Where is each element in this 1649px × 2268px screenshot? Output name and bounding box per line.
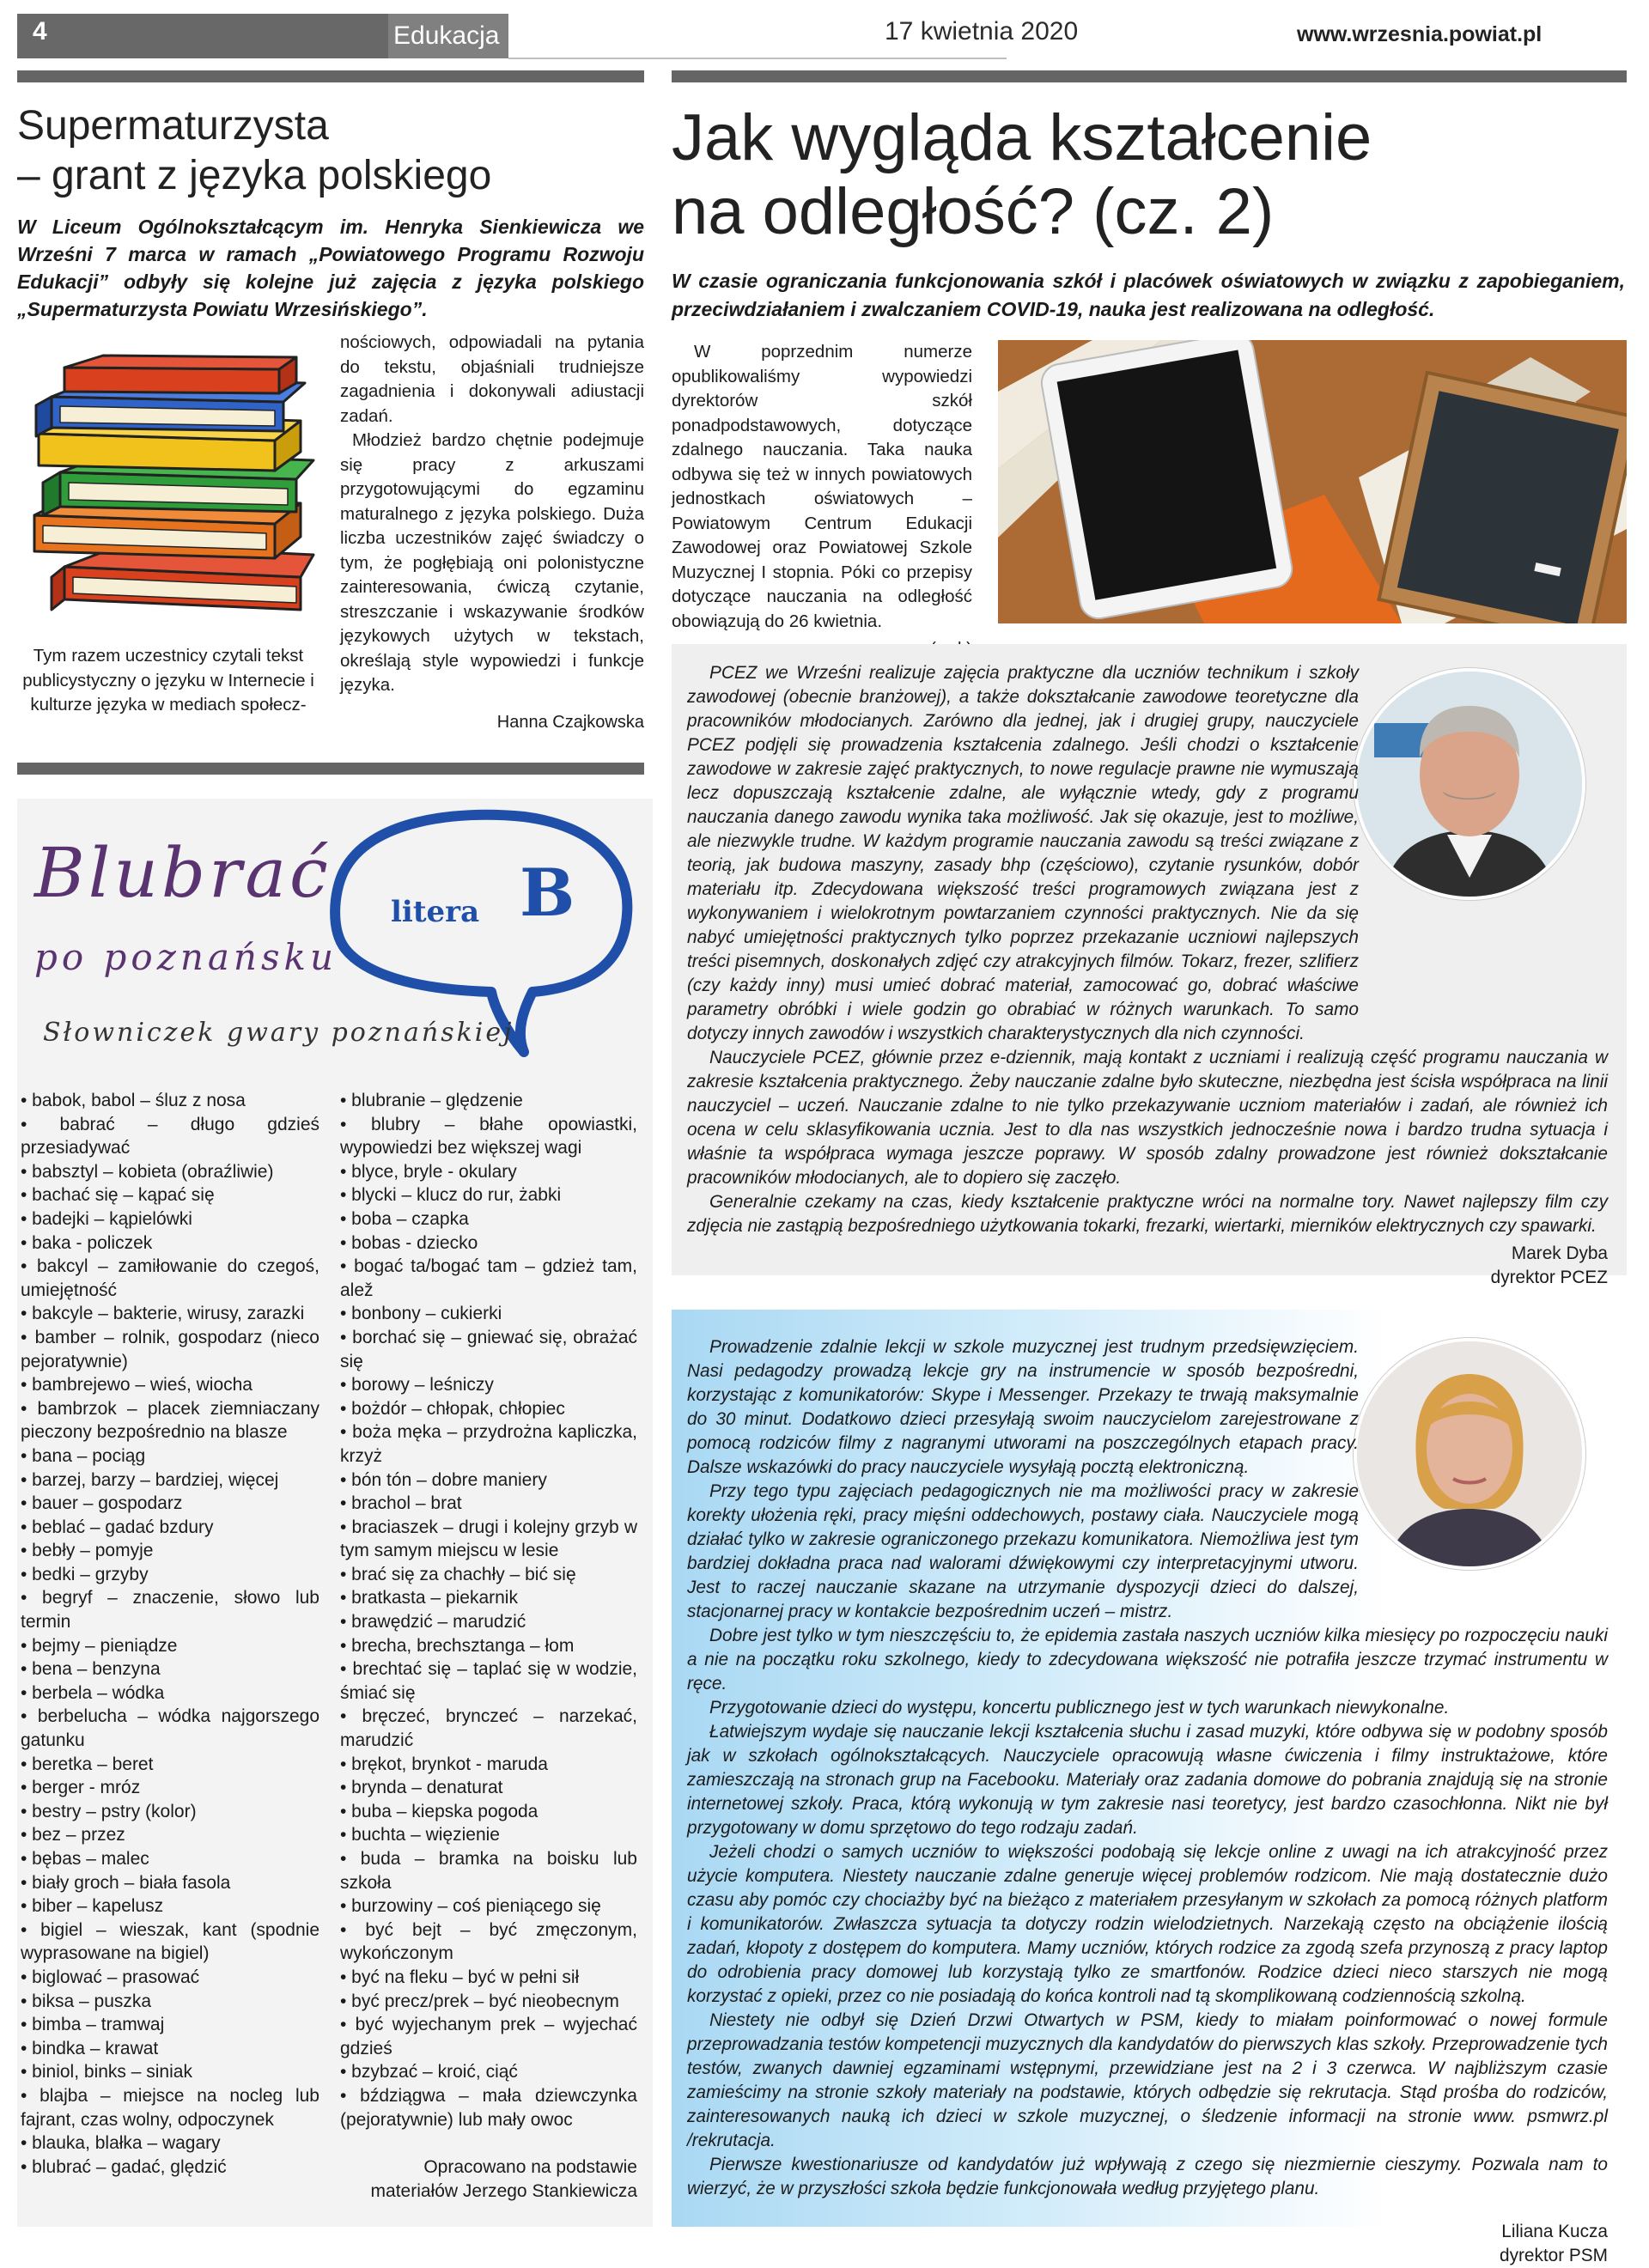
left-title-line2: – grant z języka polskiego [17, 153, 492, 198]
dictionary-entry: • buda – bramka na boisku lub szkoła [340, 1849, 637, 1893]
left-section-rule [17, 70, 644, 82]
section-label [393, 14, 508, 58]
dictionary-entry: • badejki – kąpielówki [21, 1208, 192, 1229]
psm-sign-role: dyrektor PSM [1500, 2246, 1608, 2265]
psm-par6: Jeżeli chodzi o samych uczniów to większości podobają się lekcje online z uwagi na ich atrakcyjność przez użycie komputera. Niestety nauczanie zdalne generuje więcej problemów rodzicom. Nie mają dostatecznie dużo czasu aby pomóc czy chociażby być na bieżąco z materiałem przesyłanym w szkołach za pomocą różnych platform i komunikatorów. Zwłaszcza sytuacja ta dotyczy rodzin wielodzietnych. Narzekają często na obciążenie ilością zadań, kłopoty z dostępem do komputera. Mamy uczniów, których rodzice za zgodą szefa przynoszą z pracy laptop do odrobienia pracy domowej lub korzystają tylko ze smartfonów. Rodzice dzieci nieco starszych nie mogą korzystać z opieki, przez co nie posiadają do końca kontroli nad tą skomplikowaną codziennością szkolną. [687, 1842, 1608, 2006]
left-article-title [17, 101, 653, 201]
dictionary-entry: • berger - mróz [21, 1778, 141, 1798]
right-article-title [672, 101, 1616, 249]
pcez-par3: Generalnie czekamy na czas, kiedy kształcenie praktyczne wróci na normalne tory. Nawet najlepszy film czy zdjęcia nie zastąpią bezpośredniego użytkowania tokarki, frezarki, wiertarki, mierników elektrycznych czy spawarki. [687, 1192, 1608, 1236]
dictionary-entry: • być precz/prek – być nieobecnym [340, 1991, 619, 2011]
dictionary-entry: • być wyjechanym prek – wyjechać gdzieś [340, 2015, 637, 2058]
dictionary-entry: • być na fleku – być w pełni sił [340, 1967, 580, 1987]
dictionary-entry: • berbelucha – wódka najgorszego gatunku [21, 1706, 319, 1751]
dictionary-entry: • bauer – gospodarz [21, 1493, 183, 1514]
psm-par5: Łatwiejszym wydaje się nauczanie lekcji kształcenia słuchu i zasad muzyki, które odbywa się w podobny sposób jak w szkołach ogólnokształcących. Nauczyciele opracowują własne ćwiczenia i filmy instruktażowe, które zamieszczają na stronach grup na Facebooku. Materiały oraz zadania domowe do pobrania znajdują się na stronie internetowej szkoły. Praca, którą wykonują w tym zakresie nasi teoretycy, jest bardzo czasochłonna. Nikt nie był przygotowany w domu sprzętowo do tego rodzaju zadań. [687, 1722, 1608, 1838]
dictionary-entry: • bręczeć, brynczeć – narzekać, marudzić [340, 1706, 637, 1751]
dictionary-entry: • baka - policzek [21, 1232, 153, 1253]
dictionary-entry: • być bejt – być zmęczonym, wykończonym [340, 1919, 637, 1964]
dictionary-entry: • bakcyl – zamiłowanie do czegoś, umiejętność [21, 1256, 319, 1300]
dictionary-entry: • bestry – pstry (kolor) [21, 1801, 197, 1821]
dictionary-entry: • blubranie – ględzenie [340, 1091, 523, 1110]
psm-par3: Dobre jest tylko w tym nieszczęściu to, że epidemia zastała naszych uczniów kilka miesięcy po rozpoczęciu nauki a nie na początku roku szkolnego, kiedy to zdecydowana większość nie potrafiła jeszcze trzymać instrumentu w ręce. [687, 1626, 1608, 1693]
dictionary-entry: • blubrać – gadać, ględzić [21, 2156, 227, 2177]
dictionary-entry: • brękot, brynkot - maruda [340, 1754, 548, 1774]
dictionary-entry: • brachol – brat [340, 1493, 462, 1514]
right-title-line1: Jak wygląda kształcenie [672, 101, 1372, 174]
dictionary-entry: • blubry – błahe opowiastki, wypowiedzi bez większej wagi [340, 1114, 637, 1158]
psm-par8: Pierwsze kwestionariusze od kandydatów już wpływają z czego się niezmiernie cieszymy. Pozwala nam to wierzyć, że w przyszłości szkoła będzie funkcjonowała według przyjętego planu. [687, 2155, 1608, 2198]
dictionary-entry: • biber – kapelusz [21, 1896, 164, 1917]
dictionary-entry: • brecha, brechsztanga – łom [340, 1635, 575, 1656]
dictionary-subtitle: Słowniczek gwary poznańskiej [43, 1018, 514, 1048]
dictionary-entry: • burzowiny – coś pieniącego się [340, 1896, 601, 1917]
source-line1: Opracowano na podstawie [423, 2157, 637, 2177]
dictionary-entry: • blyce, bryle - okulary [340, 1161, 517, 1182]
dictionary-entry: • bambrejewo – wieś, wiocha [21, 1375, 253, 1395]
dictionary-source [340, 2156, 637, 2204]
dictionary-entry: • bón tón – dobre maniery [340, 1469, 547, 1490]
dictionary-entry: • babrać – długo gdzieś przesiadywać [21, 1114, 319, 1158]
dictionary-entry: • bzybzać – kroić, ciąć [340, 2062, 518, 2083]
dictionary-entry: • babsztyl – kobieta (obraźliwie) [21, 1161, 274, 1182]
pcez-sign-role: dyrektor PCEZ [1490, 1268, 1608, 1287]
dictionary-entry: • brać się za chachły – bić się [340, 1564, 576, 1584]
bubble-word: litera [391, 895, 480, 929]
dictionary-entry: • babok, babol – śluz z nosa [21, 1091, 246, 1110]
dictionary-entry: • bachać się – kąpać się [21, 1185, 215, 1206]
left-article-col2 [340, 331, 644, 734]
dictionary-entry: • buba – kiepska pogoda [340, 1801, 539, 1821]
books-illustration [17, 352, 322, 635]
dictionary-title: Blubrać [34, 833, 332, 913]
left-article-author: Hanna Czajkowska [496, 712, 644, 732]
website-link[interactable]: www.wrzesnia.powiat.pl [1297, 22, 1543, 46]
dictionary-entry: • brechtać się – taplać się w wodzie, śmiać się [340, 1659, 637, 1703]
pcez-signature [687, 1242, 1608, 1290]
dictionary-entry: • boża męka – przydrożna kapliczka, krzyż [340, 1422, 637, 1466]
dictionary-entry: • bigiel – wieszak, kant (spodnie wyprasowane na bigiel) [21, 1919, 319, 1964]
dictionary-entry: • bimba – tramwaj [21, 2015, 165, 2035]
dictionary-entry: • bez – przez [21, 1825, 125, 1845]
dictionary-entry: • bębas – malec [21, 1849, 149, 1869]
dictionary-entry: • begryf – znaczenie, słowo lub termin [21, 1588, 319, 1633]
dictionary-entry: • bambrzok – placek ziemniaczany pieczony bezpośrednio na blasze [21, 1398, 319, 1443]
right-article-intro [672, 340, 972, 662]
dictionary-entry: • bożdór – chłopak, chłopiec [340, 1398, 565, 1419]
left-article-par1: nościowych, odpowiadali na pytania do tekstu, objaśniali trudniejsze zagadnienia i dokonywali adiustacji zadań. [340, 332, 644, 426]
issue-date: 17 kwietnia 2020 [885, 17, 1079, 46]
dictionary-entry: • bejmy – pieniądze [21, 1635, 178, 1656]
dictionary-entry: • bonbony – cukierki [340, 1304, 502, 1324]
dictionary-entry: • bobas - dziecko [340, 1232, 478, 1253]
dictionary-entry: • berbela – wódka [21, 1682, 165, 1703]
psm-par2: Przy tego typu zajęciach pedagogicznych nie ma możliwości pracy w zakresie korekty ułożenia ręki, pracy mięśni oddechowych, postawy ciała. Nauczyciele mogą działać tylko w zakresie ograniczonego przekazu komunikatora. Niemożliwa jest tym bardziej dokładna praca nad walorami dźwiękowymi czy interpretacyjnymi utworu. Jest to raczej nauczanie skazane na utrzymanie dyspozycji dzieci do dalszej, stacjonarnej pracy w kontakcie bezpośrednim uczeń – mistrz. [687, 1481, 1359, 1621]
dictionary-entry: • bindka – krawat [21, 2038, 159, 2058]
bubble-letter: B [520, 854, 575, 931]
page-number: 4 [33, 17, 47, 46]
left-article-col1: Tym razem uczestnicy czytali tekst publicystyczny o języku w Internecie i kulturze języka w mediach społecz- [22, 646, 314, 714]
dictionary-entry: • bamber – rolnik, gospodarz (nieco pejoratywnie) [21, 1327, 319, 1371]
dictionary-entry: • boba – czapka [340, 1208, 469, 1229]
dictionary-entry: • biksa – puszka [21, 1991, 152, 2011]
tablet-books-photo [998, 340, 1627, 623]
right-section-rule [672, 70, 1627, 82]
pcez-par2: Nauczyciele PCEZ, głównie przez e-dziennik, mają kontakt z uczniami i realizują część programu nauczania w zakresie kształcenia praktycznego. Żeby nauczanie zdalne było skuteczne, niezbędna jest ścisła współpraca na linii nauczyciel – uczeń. Nauczanie zdalne to nie tylko przekazywanie uczniom materiałów i zadań, ale również ich ocena w celu sklasyfikowania ucznia. Jest to dla nas wszystkich jednocześnie nowa i bardzo trudna sytuacja i właśnie ta współpraca wymaga jeszcze poprawy. W sposób zdalny prowadzone jest również dokształcanie pracowników młodocianych, ale to dopiero się zaczęło. [687, 1048, 1608, 1188]
dictionary-entry: • beretka – beret [21, 1754, 154, 1774]
psm-sign-name: Liliana Kucza [1501, 2222, 1608, 2241]
dictionary-entry: • biglować – prasować [21, 1967, 200, 1987]
right-article-lead: W czasie ograniczania funkcjonowania szkół i placówek oświatowych w związku z zapobieganiem, przeciwdziałaniem i zwalczaniem COVID-19, nauka jest realizowana na odległość. [672, 270, 1625, 320]
pcez-par1-text: PCEZ we Wrześni realizuje zajęcia praktyczne dla uczniów technikum i szkoły zawodowej (obecnie branżowej), a także dokształcanie zawodowe teoretyczne dla pracowników młodocianych. Zarówno dla jednej, jak i drugiej grupy, nauczyciele PCEZ podjęli się prowadzenia kształcenia zdalnego. Jeśli chodzi o kształcenie zawodowe w zakresie zajęć praktycznych, to nowe regulacje prawne nie wymuszają lecz dopuszczają kształcenie zdalne, ale wyłącznie wtedy, gdy z programu nauczania danego zawodu wynika taka możliwość. Jak się okazuje, jest to możliwe, ale niezwykle trudne. W każdym programie nauczania zawodu są treści związane z teorią, jak budowa maszyny, zasady bhp (częściowo), czytanie rysunków, dobór materiału itp. Zdecydowana większość treści programowych związana jest z wykonywaniem i wielokrotnym powtarzaniem czynności praktycznych. Nie da się nabyć umiejętności praktycznych tylko poprzez przekazanie uczniowi najlepszych treści pisemnych, doskonałych zdjęć czy atrakcyjnych filmów. Tokarz, frezer, szlifierz (czy każdy inny) musi umieć dobrać materiał, zamocować go, dobrać właściwe parametry obróbki i wiele godzin go obrabiać w różnych warunkach. To samo dotyczy innych zawodów i wszystkich charakterystycznych dla nich czynności. [687, 663, 1359, 1043]
dictionary-entry: • biały groch – biała fasola [21, 1872, 231, 1893]
psm-text [687, 1335, 1608, 2268]
source-line2: materiałów Jerzego Stankiewicza [370, 2181, 637, 2201]
dictionary-entry: • braciaszek – drugi i kolejny grzyb w tym samym miejscu w lesie [340, 1517, 637, 1561]
dictionary-entry: • brynda – denaturat [340, 1778, 503, 1798]
pcez-sign-name: Marek Dyba [1511, 1243, 1608, 1263]
dictionary-column-1 [21, 1089, 319, 2179]
intro-text: W poprzednim numerze opublikowaliśmy wypowiedzi dyrektorów szkół ponadpodstawowych, dotyczące zdalnego nauczania. Taka nauka odbywa się też w innych powiatowych jednostkach oświatowych – Powiatowym Centrum Edukacji Zawodowej oraz Powiatowej Szkole Muzycznej I stopnia. Póki co przepisy dotyczące nauczania na odległość obowiązują do 26 kwietnia. [672, 342, 972, 631]
dictionary-entry: • biniol, binks – siniak [21, 2062, 192, 2083]
section-name: Edukacja [393, 21, 500, 50]
dictionary-rule [17, 763, 644, 775]
dictionary-entry: • bździągwa – mała dziewczynka (pejoratywnie) lub mały owoc [340, 2085, 637, 2130]
psm-par7: Niestety nie odbył się Dzień Drzwi Otwartych w PSM, kiedy to miałam poinformować o nowej formule przeprowadzania testów kompetencji muzycznych dla kandydatów do pierwszych klas szkoły. Przeprowadzenie tych testów, zwanych dawniej egzaminami wstępnymi, przewidziane jest na 2 i 3 czerwca. W najbliższym czasie zamieścimy na stronie szkoły materiały na podstawie, których odbędzie się rekrutacja. Stąd prośba do rodziców, zainteresowanych nauką ich dzieci w szkole muzycznej, o śledzenie informacji na stronie www. psmwrz.pl /rekrutacja. [687, 2010, 1608, 2150]
right-title-line2: na odległość? (cz. 2) [672, 175, 1275, 248]
dictionary-entry: • bakcyle – bakterie, wirusy, zarazki [21, 1304, 305, 1324]
dictionary-entry: • borchać się – gniewać się, obrażać się [340, 1327, 637, 1371]
dictionary-title-sub: po poznańsku [34, 936, 338, 978]
dictionary-entry: • borowy – leśniczy [340, 1375, 494, 1395]
left-article-par2: Młodzież bardzo chętnie podejmuje się pracy z arkuszami przygotowującymi do egzaminu maturalnego z języka polskiego. Duża liczba uczestników zajęć świadczy o tym, że pogłębiają oni polonistyczne zainteresowania, ćwiczą czytanie, streszczanie i wskazywanie środków językowych użytych w tekstach, określają style wypowiedzi i funkcje języka. [340, 430, 644, 695]
dictionary-entry: • blajba – miejsce na nocleg lub fajrant, czas wolny, odpoczynek [21, 2085, 319, 2130]
dictionary-entry: • brawędzić – marudzić [340, 1612, 526, 1633]
pcez-text [687, 661, 1608, 1290]
header-divider [508, 58, 1007, 59]
pcez-par1 [687, 661, 1608, 1046]
dictionary-entry: • blycki – klucz do rur, żabki [340, 1185, 562, 1206]
dictionary-entry: • barzej, barzy – bardziej, więcej [21, 1469, 279, 1490]
psm-par4: Przygotowanie dzieci do występu, koncertu publicznego jest w tych warunkach niewykonalne. [709, 1698, 1450, 1718]
dictionary-entry: • bogać ta/bogać tam – gdzież tam, alež [340, 1256, 637, 1300]
dictionary-entry: • bana – pociąg [21, 1445, 146, 1466]
dictionary-entry: • bena – benzyna [21, 1659, 161, 1680]
dictionary-column-2 [340, 1089, 637, 2131]
left-article-lead: W Liceum Ogólnokształcącym im. Henryka Sienkiewicza we Wrześni 7 marca w ramach „Powiatowego Programu Rozwoju Edukacji” odbyły się kolejne już zajęcia z języka polskiego „Supermaturzysta Powiatu Wrzesińskiego”. [17, 216, 644, 320]
dictionary-entry: • beblać – gadać bzdury [21, 1517, 214, 1537]
psm-signature [687, 2220, 1608, 2268]
dictionary-entry: • bedki – grzyby [21, 1564, 149, 1584]
psm-par1: Prowadzenie zdalnie lekcji w szkole muzycznej jest trudnym przedsięwzięciem. Nasi pedagodzy prowadzą lekcje gry na instrumencie w sposób bezpośredni, korzystając z komunikatorów: Skype i Messenger. Przekazy te trwają maksymalnie do 30 minut. Dodatkowo dzieci przesyłają swoim nauczycielom zarejestrowane z pomocą rodziców filmy z nagranymi utworami na poszczególnych etapach pracy. Dalsze wskazówki do pracy nauczyciele wysyłają pocztą elektroniczną. [687, 1337, 1359, 1477]
dictionary-entry: • buchta – więzienie [340, 1825, 500, 1845]
dictionary-entry: • bebły – pomyje [21, 1541, 154, 1561]
left-title-line1: Supermaturzysta [17, 103, 329, 149]
dictionary-entry: • blauka, blałka – wagary [21, 2133, 221, 2154]
dictionary-entry: • bratkasta – piekarnik [340, 1588, 518, 1608]
